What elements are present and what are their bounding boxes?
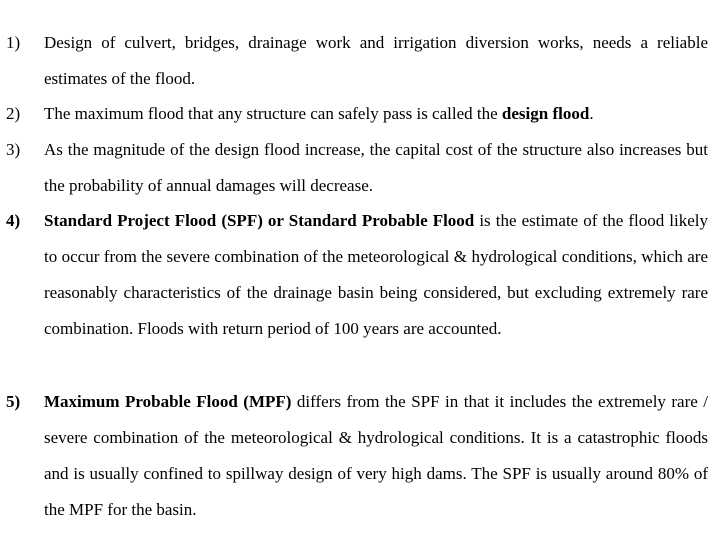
item-text — [44, 384, 708, 528]
item-number: 2) — [6, 104, 21, 123]
item-text-part: . — [589, 104, 594, 123]
item-text-part: The maximum flood that any structure can safely pass is called the — [44, 104, 502, 123]
item-text — [44, 203, 708, 347]
item-text: As the magnitude of the design flood increase, the capital cost of the structure also increases but the probability of annual damages will decrease. — [44, 140, 708, 195]
item-number: 1) — [6, 33, 21, 52]
item-number: 4) — [6, 211, 21, 230]
item-number: 3) — [6, 140, 21, 159]
item-text-part: differs from the SPF in that it includes the extremely rare / severe combination of the meteorological & hydrological conditions. It is a catastrophic floods and is usually confined to spillway design of very high dams. The SPF is usually around 80% of the MPF for the basin. — [44, 392, 708, 519]
spf-term: Standard Project Flood (SPF) or Standard Probable Flood — [44, 211, 475, 230]
item-number: 5) — [6, 392, 21, 411]
design-flood-term: design flood — [501, 104, 590, 123]
item-text — [44, 96, 708, 132]
item-text-part: is the estimate of the flood likely to occur from the severe combination of the meteorological & hydrological conditions, which are reasonably characteristics of the drainage basin being considered, but excluding extremely rare combination. Floods with return period of 100 years are accounted. — [44, 211, 709, 338]
mpf-term: Maximum Probable Flood (MPF) — [44, 392, 292, 411]
item-text: Design of culvert, bridges, drainage work and irrigation diversion works, needs a reliable estimates of the flood. — [44, 33, 708, 88]
